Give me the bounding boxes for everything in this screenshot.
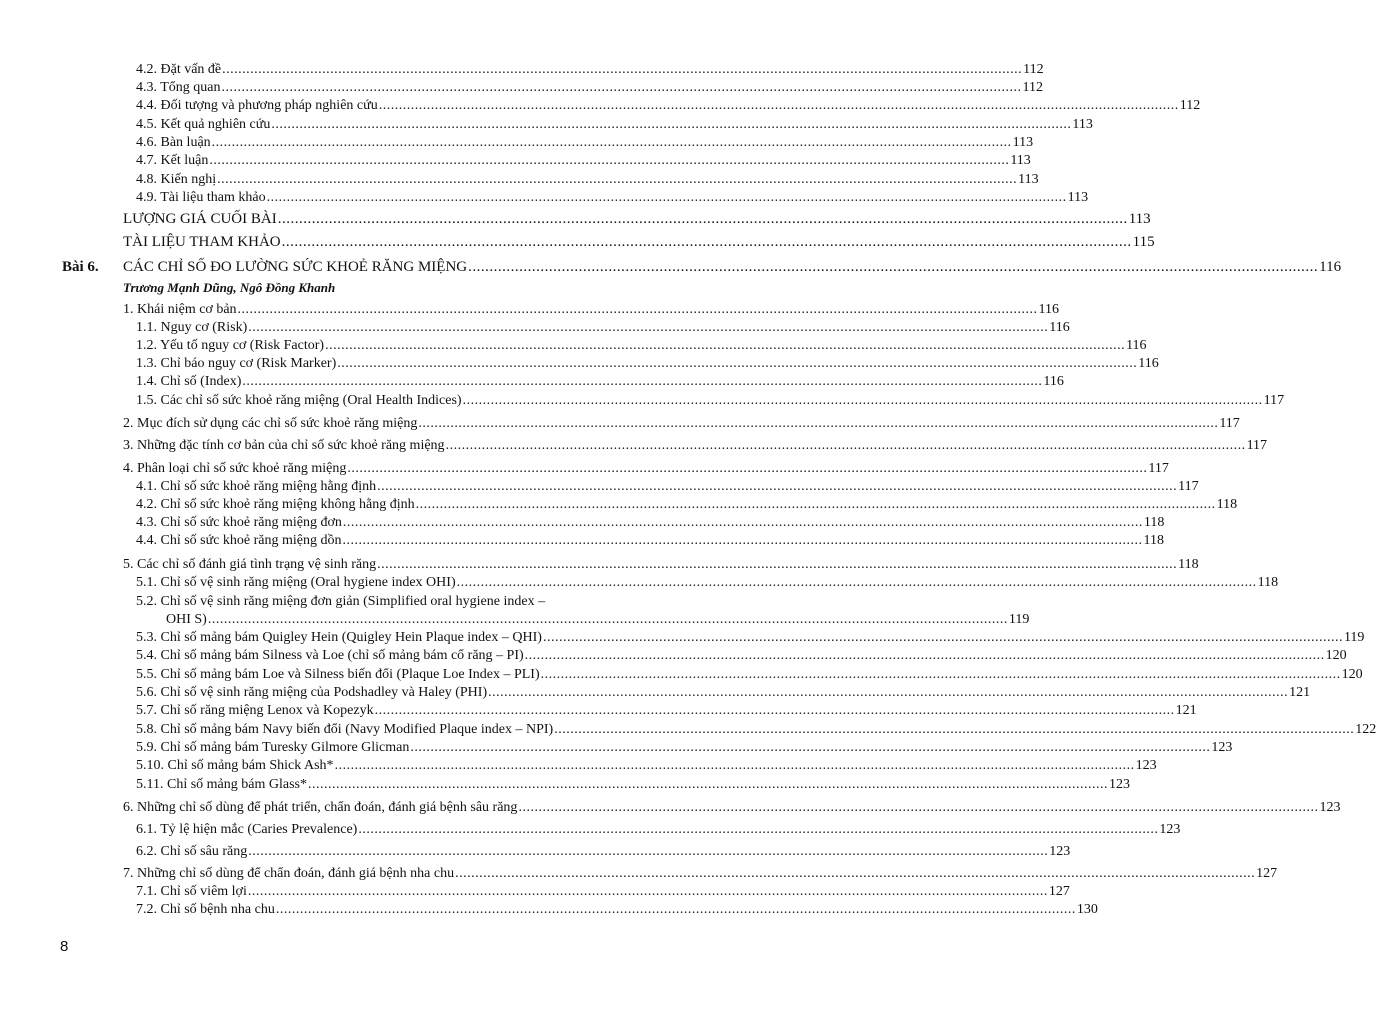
dot-leader: ........................................................................................................................................................................................................	[275, 902, 1076, 917]
dot-leader: ........................................................................................................................................................................................................	[456, 575, 1257, 590]
toc-entry-page: 120	[1341, 667, 1363, 682]
dot-leader: ........................................................................................................................................................................................................	[325, 338, 1126, 353]
toc-entry-page: 116	[1138, 356, 1159, 371]
toc-entry-page: 113	[1010, 153, 1031, 168]
toc-entry-page: 119	[1343, 630, 1365, 645]
dot-leader: ........................................................................................................................................................................................................	[445, 438, 1246, 453]
dot-leader: ........................................................................................................................................................................................................	[221, 80, 1022, 95]
toc-entry-title: 1. Khái niệm cơ bản	[123, 302, 237, 317]
toc-entry-title: 2. Mục đích sử dụng các chỉ số sức khoẻ răng miệng	[123, 416, 418, 431]
dot-leader: ........................................................................................................................................................................................................	[342, 515, 1143, 530]
toc-entry-title: 6.2. Chỉ số sâu răng	[136, 844, 248, 859]
toc-entry-page: 113	[1072, 117, 1093, 132]
dot-leader: ........................................................................................................................................................................................................	[247, 884, 1048, 899]
toc-entry[interactable]	[0, 116, 1093, 134]
toc-entry-title: 4.9. Tài liệu tham khảo	[136, 190, 266, 205]
toc-entry-page: 123	[1159, 822, 1181, 837]
dot-leader: ........................................................................................................................................................................................................	[554, 722, 1355, 737]
toc-entry-page: 112	[1023, 62, 1044, 77]
toc-entry[interactable]	[0, 514, 1165, 532]
toc-entry-title: 5.1. Chỉ số vệ sinh răng miệng (Oral hygiene index OHI)	[136, 575, 456, 590]
dot-leader: ........................................................................................................................................................................................................	[462, 393, 1263, 408]
dot-leader: ........................................................................................................................................................................................................	[207, 612, 1008, 627]
dot-leader: ........................................................................................................................................................................................................	[248, 320, 1049, 335]
toc-entry-title: 5.10. Chỉ số mảng bám Shick Ash*	[136, 758, 334, 773]
toc-entry-page: 117	[1148, 461, 1169, 476]
toc-entry-title: TÀI LIỆU THAM KHẢO	[123, 234, 281, 250]
toc-entry[interactable]	[0, 901, 1098, 919]
toc-entry[interactable]	[0, 437, 1268, 455]
toc-entry-title: 4.3. Chỉ số sức khoẻ răng miệng đơn	[136, 515, 342, 530]
toc-entry[interactable]	[0, 757, 1157, 775]
toc-entry-page: 116	[1126, 338, 1147, 353]
toc-entry-page: 123	[1135, 758, 1157, 773]
toc-entry-title: 5.6. Chỉ số vệ sinh răng miệng của Podshadley và Haley (PHI)	[136, 685, 488, 700]
toc-entry-page: 116	[1319, 259, 1342, 275]
toc-entry-title: 4.6. Bàn luận	[136, 135, 211, 150]
toc-entry-page: 118	[1178, 557, 1199, 572]
toc-entry[interactable]	[0, 301, 1060, 319]
toc-entry-page: 116	[1038, 302, 1060, 317]
toc-entry[interactable]	[0, 593, 651, 611]
dot-leader: ........................................................................................................................................................................................................	[307, 777, 1108, 792]
toc-entry[interactable]	[0, 883, 1070, 901]
toc-entry-title: 4.3. Tổng quan	[136, 80, 221, 95]
toc-entry[interactable]	[0, 210, 1151, 228]
toc-entry-title: 5.2. Chỉ số vệ sinh răng miệng đơn giản (Simplified oral hygiene index –	[136, 594, 546, 609]
toc-entry[interactable]	[0, 739, 1233, 757]
toc-entry-title: 4.2. Chỉ số sức khoẻ răng miệng không hằng định	[136, 497, 415, 512]
dot-leader: ........................................................................................................................................................................................................	[410, 740, 1211, 755]
dot-leader: ........................................................................................................................................................................................................	[488, 685, 1289, 700]
dot-leader: ........................................................................................................................................................................................................	[540, 667, 1341, 682]
toc-entry-page: 123	[1108, 777, 1130, 792]
toc-entry-title: 5.7. Chỉ số răng miệng Lenox và Kopezyk	[136, 703, 374, 718]
toc-entry-page: 127	[1256, 866, 1278, 881]
dot-leader: ........................................................................................................................................................................................................	[277, 211, 1128, 227]
toc-entry[interactable]	[0, 799, 1341, 817]
toc-entry[interactable]	[0, 97, 1201, 115]
toc-entry-page: 118	[1257, 575, 1279, 590]
toc-entry[interactable]	[0, 821, 1181, 839]
dot-leader: ........................................................................................................................................................................................................	[266, 190, 1067, 205]
toc-entry-title: 1.1. Nguy cơ (Risk)	[136, 320, 248, 335]
dot-leader: ........................................................................................................................................................................................................	[211, 135, 1012, 150]
toc-entry-title: 4.1. Chỉ số sức khoẻ răng miệng hằng định	[136, 479, 377, 494]
dot-leader: ........................................................................................................................................................................................................	[248, 844, 1049, 859]
toc-entry-title: 5.3. Chỉ số mảng bám Quigley Hein (Quigley Hein Plaque index – QHI)	[136, 630, 542, 645]
toc-entry-page: 119	[1008, 612, 1030, 627]
toc-entry[interactable]	[0, 415, 1240, 433]
toc-entry[interactable]	[0, 629, 1365, 647]
toc-entry[interactable]	[0, 189, 1089, 207]
toc-entry-title: 5.9. Chỉ số mảng bám Turesky Gilmore Glicman	[136, 740, 410, 755]
toc-entry-page: 117	[1246, 438, 1268, 453]
toc-entry-title: 4.8. Kiến nghị	[136, 172, 217, 187]
toc-entry-title: 5.8. Chỉ số mảng bám Navy biến đổi (Navy Modified Plaque index – NPI)	[136, 722, 554, 737]
toc-entry[interactable]	[0, 721, 1376, 739]
toc-entry-page: 121	[1175, 703, 1197, 718]
toc-entry[interactable]	[0, 776, 1130, 794]
toc-entry-page: 118	[1143, 533, 1164, 548]
toc-entry[interactable]	[0, 392, 1285, 410]
toc-entry-page: 113	[1012, 135, 1034, 150]
toc-entry-title: 5.4. Chỉ số mảng bám Silness và Loe (chỉ số mảng bám cổ răng – PI)	[136, 648, 524, 663]
toc-entry-page: 117	[1178, 479, 1199, 494]
dot-leader: ........................................................................................................................................................................................................	[518, 800, 1319, 815]
toc-entry[interactable]	[0, 233, 1155, 251]
dot-leader: ........................................................................................................................................................................................................	[358, 822, 1159, 837]
toc-entry-title: 7.2. Chỉ số bệnh nha chu	[136, 902, 275, 917]
toc-entry[interactable]	[0, 355, 1159, 373]
toc-entry[interactable]	[0, 574, 1279, 592]
toc-entry-page: 127	[1048, 884, 1070, 899]
toc-entry-title: CÁC CHỈ SỐ ĐO LƯỜNG SỨC KHOẺ RĂNG MIỆNG	[123, 259, 468, 275]
toc-entry-page: 118	[1216, 497, 1238, 512]
dot-leader: ........................................................................................................................................................................................................	[209, 153, 1010, 168]
toc-entry-title: 4.7. Kết luận	[136, 153, 209, 168]
toc-entry[interactable]	[0, 79, 1043, 97]
dot-leader: ........................................................................................................................................................................................................	[377, 557, 1178, 572]
toc-entry-title: 1.3. Chỉ báo nguy cơ (Risk Marker)	[136, 356, 337, 371]
toc-entry[interactable]	[0, 532, 1164, 550]
dot-leader: ........................................................................................................................................................................................................	[377, 479, 1178, 494]
dot-leader: ........................................................................................................................................................................................................	[378, 98, 1179, 113]
toc-entry-title: 4.5. Kết quả nghiên cứu	[136, 117, 271, 132]
toc-entry[interactable]	[0, 134, 1034, 152]
toc-entry-page: 113	[1067, 190, 1089, 205]
toc-entry[interactable]	[0, 478, 1199, 496]
toc-entry[interactable]	[0, 373, 1064, 391]
toc-entry-title: 5. Các chỉ số đánh giá tình trạng vệ sinh răng	[123, 557, 377, 572]
toc-entry-page: 112	[1022, 80, 1043, 95]
dot-leader: ........................................................................................................................................................................................................	[468, 259, 1319, 275]
toc-entry-page: 123	[1319, 800, 1341, 815]
toc-entry[interactable]	[0, 684, 1311, 702]
toc-entry-page: 121	[1289, 685, 1311, 700]
toc-entry-page: 116	[1043, 374, 1064, 389]
dot-leader: ........................................................................................................................................................................................................	[222, 62, 1023, 77]
toc-entry-title: 7.1. Chỉ số viêm lợi	[136, 884, 247, 899]
toc-entry-title: 6. Những chỉ số dùng để phát triển, chẩn đoán, đánh giá bệnh sâu răng	[123, 800, 518, 815]
toc-entry-title: 4.4. Chỉ số sức khoẻ răng miệng dồn	[136, 533, 342, 548]
toc-entry-title: 4. Phân loại chỉ số sức khoẻ răng miệng	[123, 461, 347, 476]
toc-entry-page: 113	[1018, 172, 1039, 187]
toc-entry-page: 123	[1211, 740, 1233, 755]
toc-entry-page: 117	[1219, 416, 1240, 431]
toc-entry[interactable]	[0, 171, 1039, 189]
chapter-authors: Trương Mạnh Dũng, Ngô Đồng Khanh	[123, 280, 336, 295]
dot-leader: ........................................................................................................................................................................................................	[542, 630, 1343, 645]
toc-entry[interactable]	[0, 337, 1147, 355]
toc-entry-page: 123	[1049, 844, 1071, 859]
toc-entry[interactable]	[0, 666, 1363, 684]
dot-leader: ........................................................................................................................................................................................................	[524, 648, 1325, 663]
toc-entry-page: 118	[1143, 515, 1165, 530]
toc-entry[interactable]	[0, 556, 1199, 574]
toc-entry-page: 113	[1128, 211, 1151, 227]
toc-entry[interactable]	[0, 647, 1347, 665]
toc-entry-title: 4.4. Đối tượng và phương pháp nghiên cứu	[136, 98, 378, 113]
toc-entry-page: 117	[1263, 393, 1285, 408]
toc-entry-page: 120	[1325, 648, 1347, 663]
toc-entry-title: 5.11. Chỉ số mảng bám Glass*	[136, 777, 307, 792]
chapter-label: Bài 6.	[62, 259, 99, 275]
toc-entry-title: 4.2. Đặt vấn đề	[136, 62, 222, 77]
dot-leader: ........................................................................................................................................................................................................	[342, 533, 1143, 548]
toc-entry[interactable]	[0, 702, 1197, 720]
toc-entry[interactable]	[0, 61, 1044, 79]
dot-leader: ........................................................................................................................................................................................................	[347, 461, 1148, 476]
toc-entry[interactable]	[0, 460, 1169, 478]
toc-entry-title: 3. Những đặc tính cơ bản của chỉ số sức khoẻ răng miệng	[123, 438, 445, 453]
dot-leader: ........................................................................................................................................................................................................	[374, 703, 1175, 718]
toc-entry-page: 112	[1179, 98, 1201, 113]
toc-entry-title: 1.5. Các chỉ số sức khoẻ răng miệng (Oral Health Indices)	[136, 393, 462, 408]
dot-leader: ........................................................................................................................................................................................................	[334, 758, 1135, 773]
toc-entry-title: 5.5. Chỉ số mảng bám Loe và Silness biến đổi (Plaque Loe Index – PLI)	[136, 667, 540, 682]
toc-entry-title: 1.4. Chỉ số (Index)	[136, 374, 242, 389]
toc-entry-title: OHI S)	[166, 612, 207, 627]
toc-entry[interactable]	[0, 865, 1278, 883]
page-number: 8	[60, 938, 69, 955]
dot-leader: ........................................................................................................................................................................................................	[455, 866, 1256, 881]
toc-entry[interactable]	[0, 152, 1031, 170]
toc-entry[interactable]	[0, 496, 1238, 514]
toc-entry-title: 6.1. Tỷ lệ hiện mắc (Caries Prevalence)	[136, 822, 358, 837]
toc-entry-page: 130	[1076, 902, 1098, 917]
toc-entry[interactable]	[0, 843, 1071, 861]
toc-entry[interactable]	[0, 319, 1070, 337]
dot-leader: ........................................................................................................................................................................................................	[281, 234, 1132, 250]
dot-leader: ........................................................................................................................................................................................................	[415, 497, 1216, 512]
toc-entry-title: 1.2. Yếu tố nguy cơ (Risk Factor)	[136, 338, 325, 353]
dot-leader: ........................................................................................................................................................................................................	[242, 374, 1043, 389]
toc-entry-page: 122	[1355, 722, 1376, 737]
dot-leader: ........................................................................................................................................................................................................	[337, 356, 1138, 371]
toc-entry[interactable]	[0, 611, 1030, 629]
toc-entry-title: LƯỢNG GIÁ CUỐI BÀI	[123, 211, 277, 227]
dot-leader: ........................................................................................................................................................................................................	[217, 172, 1018, 187]
dot-leader: ........................................................................................................................................................................................................	[237, 302, 1038, 317]
dot-leader: ........................................................................................................................................................................................................	[271, 117, 1072, 132]
toc-entry-title: 7. Những chỉ số dùng để chẩn đoán, đánh giá bệnh nha chu	[123, 866, 455, 881]
toc-entry-page: 116	[1049, 320, 1070, 335]
dot-leader: ........................................................................................................................................................................................................	[418, 416, 1219, 431]
toc-entry-page: 115	[1132, 234, 1155, 250]
